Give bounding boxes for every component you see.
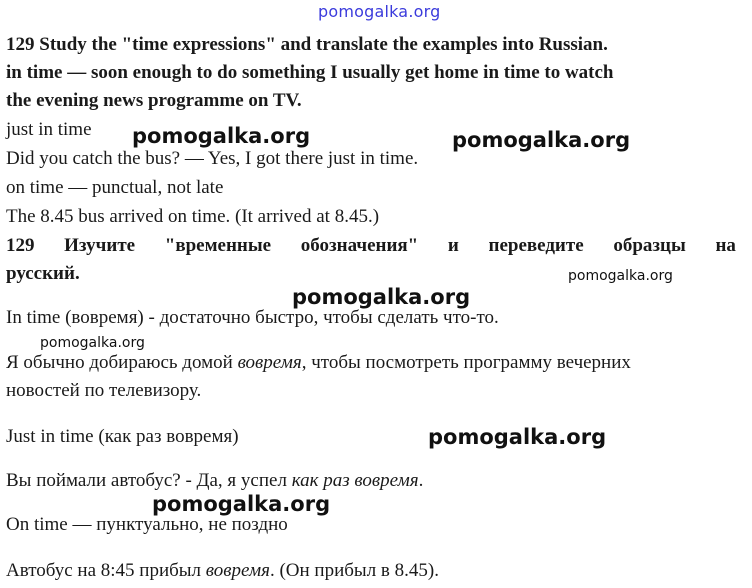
russian-heading-word: образцы <box>613 235 686 256</box>
watermark: pomogalka.org <box>40 335 145 351</box>
watermark-top: pomogalka.org <box>318 2 441 21</box>
italic-term: как раз вовремя <box>291 470 419 491</box>
text-span: . (Он прибыл в 8.45). <box>269 560 439 581</box>
italic-term: вовремя <box>205 560 270 581</box>
russian-heading-word: на <box>715 235 736 256</box>
english-on-time: on time — punctual, not late <box>6 177 224 198</box>
english-in-time-definition-cont: the evening news programme on TV. <box>6 90 302 111</box>
watermark: pomogalka.org <box>292 285 471 309</box>
russian-in-time: In time (вовремя) - достаточно быстро, чтобы сделать что-то. <box>6 307 499 328</box>
watermark: pomogalka.org <box>152 492 331 516</box>
russian-heading-word: "временные <box>164 235 272 256</box>
english-heading: 129 Study the "time expressions" and translate the examples into Russian. <box>6 34 608 55</box>
russian-heading-word: и <box>447 235 459 256</box>
russian-on-time: On time — пунктуально, не поздно <box>6 514 288 535</box>
text-span: Я обычно добираюсь домой <box>6 352 238 373</box>
russian-heading <box>6 235 736 257</box>
italic-term: вовремя <box>237 352 302 373</box>
watermark: pomogalka.org <box>568 268 673 284</box>
russian-heading-cont: русский. <box>6 263 80 284</box>
text-span: Автобус на 8:45 прибыл <box>6 560 206 581</box>
watermark: pomogalka.org <box>132 124 311 148</box>
russian-arrival-example <box>6 560 439 582</box>
russian-heading-word: переведите <box>488 235 584 256</box>
russian-heading-word: обозначения" <box>300 235 419 256</box>
english-in-time-definition: in time — soon enough to do something I usually get home in time to watch <box>6 62 614 83</box>
text-span: , чтобы посмотреть программу вечерних <box>301 352 631 373</box>
english-on-time-example: The 8.45 bus arrived on time. (It arrived at 8.45.) <box>6 206 380 227</box>
watermark: pomogalka.org <box>452 128 631 152</box>
russian-sentence-1-cont: новостей по телевизору. <box>6 380 202 401</box>
text-span: . <box>418 470 424 491</box>
russian-sentence-1 <box>6 352 631 374</box>
russian-heading-word: Изучите <box>64 235 136 256</box>
text-span: Вы поймали автобус? - Да, я успел <box>6 470 292 491</box>
russian-bus-example <box>6 470 423 492</box>
watermark: pomogalka.org <box>428 425 607 449</box>
english-just-in-time: just in time <box>6 119 92 140</box>
english-bus-example: Did you catch the bus? — Yes, I got there just in time. <box>6 148 419 169</box>
russian-just-in-time: Just in time (как раз вовремя) <box>6 426 239 447</box>
russian-heading-word: 129 <box>6 235 35 256</box>
